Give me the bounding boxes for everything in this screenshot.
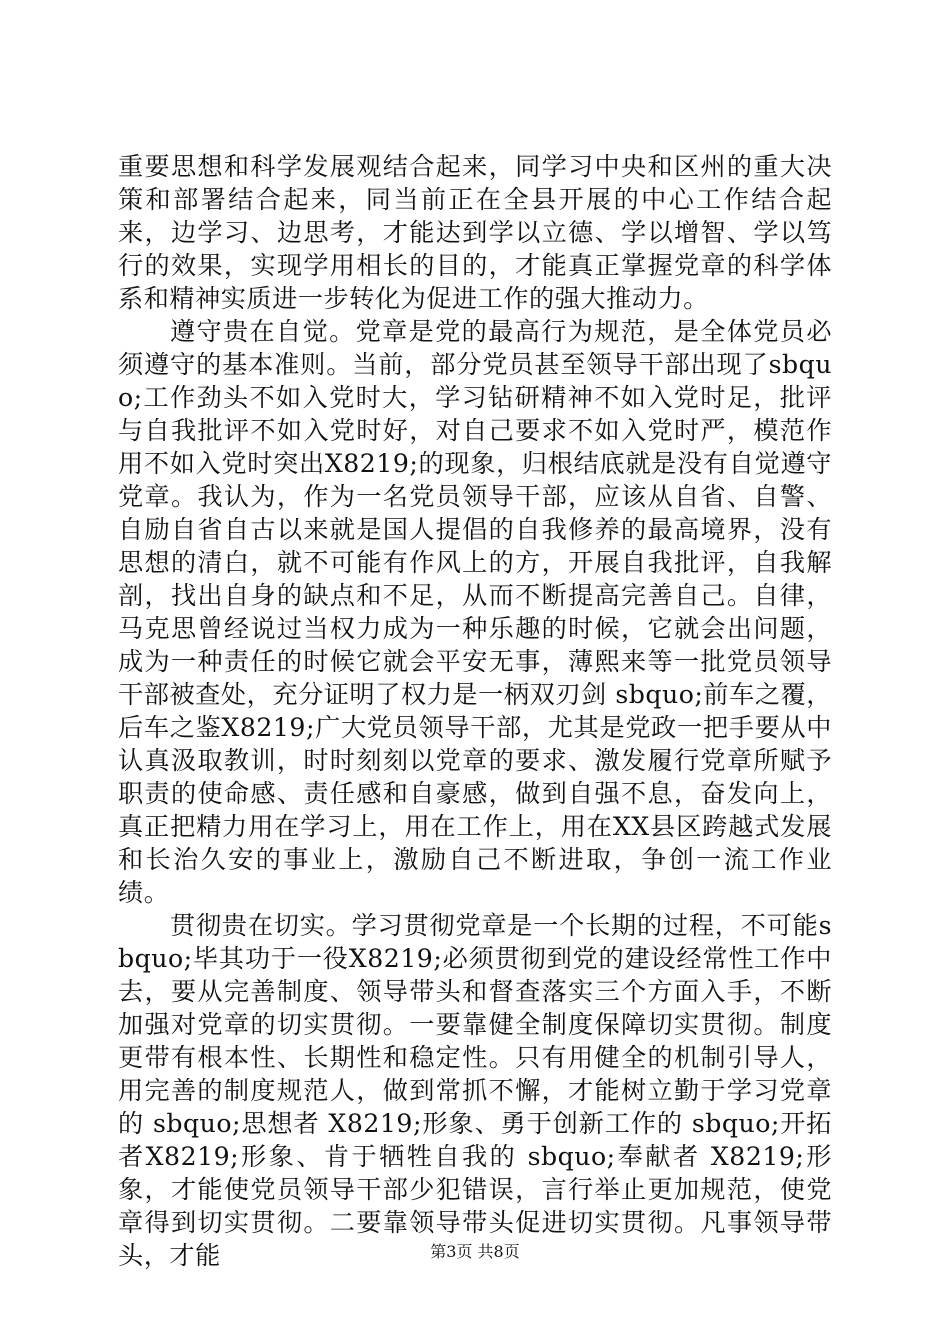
paragraph-continuation: 重要思想和科学发展观结合起来，同学习中央和区州的重大决策和部署结合起来，同当前正在全县开展的中心工作结合起来，边学习、边思考，才能达到学以立德、学以增智、学以笃行的效果，实现学用相长的目的，才能真正掌握党章的科学体系和精神实质进一步转化为促进工作的强大推动力。 bbox=[118, 152, 832, 313]
paragraph-implementation: 贯彻贵在切实。学习贯彻党章是一个长期的过程，不可能sbquo;毕其功于一役X8219;必须贯彻到党的建设经常性工作中去，要从完善制度、领导带头和督查落实三个方面入手，不断加强对党章的切实贯彻。一要靠健全制度保障切实贯彻。制度更带有根本性、长期性和稳定性。只有用健全的机制引导人，用完善的制度规范人，做到常抓不懈，才能树立勤于学习党章的 sbquo;思想者 X8219;形象、勇于创新工作的 sbquo;开拓者X8219;形象、肯于牺牲自我的 sbquo;奉献者 X8219;形象，才能使党员领导干部少犯错误，言行举止更加规范，使党章得到切实贯彻。二要靠领导带头促进切实贯彻。凡事领导带头，才能 bbox=[118, 911, 832, 1270]
paragraph-compliance: 遵守贵在自觉。党章是党的最高行为规范，是全体党员必须遵守的基本准则。当前，部分党员甚至领导干部出现了sbquo;工作劲头不如入党时大，学习钻研精神不如入党时足，批评与自我批评不如入党时好，对自己要求不如入党时严，模范作用不如入党时突出X8219;的现象，归根结底就是没有自觉遵守党章。我认为，作为一名党员领导干部，应该从自省、自警、自励自省自古以来就是国人提倡的自我修养的最高境界，没有思想的清白，就不可能有作风上的方，开展自我批评，自我解剖，找出自身的缺点和不足，从而不断提高完善自己。自律，马克思曾经说过当权力成为一种乐趣的时候，它就会出问题，成为一种责任的时候它就会平安无事，薄熙来等一批党员领导干部被查处，充分证明了权力是一柄双刃剑 sbquo;前车之覆，后车之鉴X8219;广大党员领导干部，尤其是党政一把手要从中认真汲取教训，时时刻刻以党章的要求、激发履行党章所赋予职责的使命感、责任感和自豪感，做到自强不息，奋发向上，真正把精力用在学习上，用在工作上，用在XX县区跨越式发展和长治久安的事业上，激励自己不断进取，争创一流工作业绩。 bbox=[118, 317, 832, 907]
document-body bbox=[118, 150, 832, 1272]
page-number-footer: 第3页 共8页 bbox=[430, 1242, 520, 1261]
